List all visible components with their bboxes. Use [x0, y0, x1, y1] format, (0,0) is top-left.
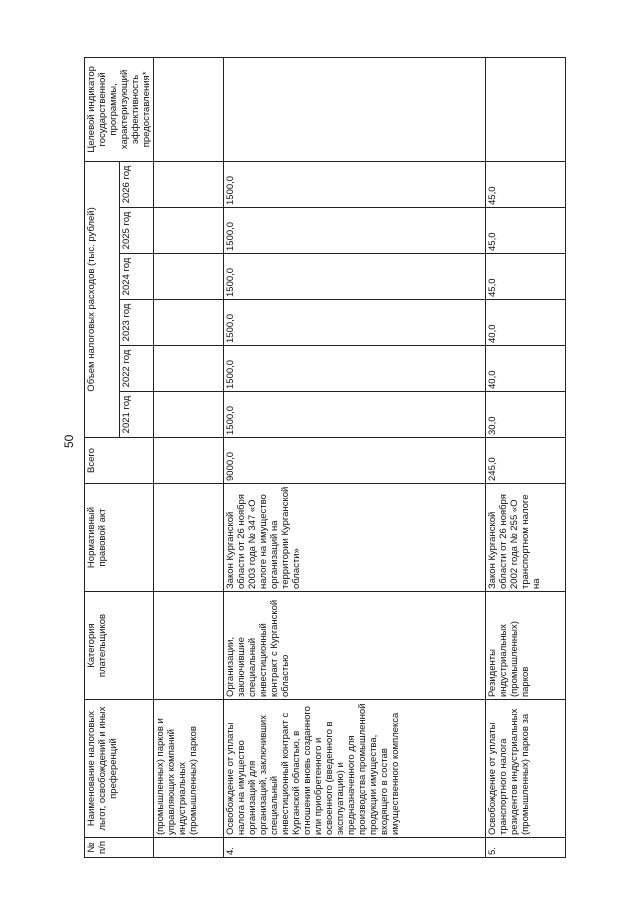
cell-2023 — [154, 300, 224, 346]
header-name: Наименование налоговых льгот, освобождений и иных преференций — [85, 700, 154, 838]
header-year-2024: 2024 год — [119, 254, 154, 300]
cell-category — [154, 592, 224, 700]
cell-no: 5. — [486, 838, 566, 858]
cell-2026 — [154, 161, 224, 207]
cell-name: Освобождение от уплаты налога на имущество организаций для организаций, заключивших специальный инвестиционный контракт с Курганской областью, в отношении вновь созданного или приобретенного и освоенного (введенного в эксплуатацию) и предназначенного для производства промышленной продукции имущества, входящего в состав имущественного комплекса — [224, 700, 486, 838]
cell-act: Закон Курганской области от 26 ноября 2002 года № 255 «О транспортном налоге на — [486, 484, 566, 592]
header-year-2022: 2022 год — [119, 346, 154, 392]
cell-2022: 40,0 — [486, 346, 566, 392]
cell-2024: 1500,0 — [224, 254, 486, 300]
cell-2025: 45,0 — [486, 208, 566, 254]
header-year-2023: 2023 год — [119, 300, 154, 346]
header-total: Всего — [85, 438, 154, 484]
header-no: № п/п — [85, 838, 154, 858]
header-volume-group: Объем налоговых расходов (тыс. рублей) — [85, 161, 120, 437]
cell-2023: 40,0 — [486, 300, 566, 346]
table-row — [224, 57, 486, 857]
cell-total — [154, 438, 224, 484]
cell-2021: 30,0 — [486, 392, 566, 438]
header-indicator: Целевой индикатор государственной программы, характеризующий эффективность предоставления* — [85, 57, 154, 161]
cell-2024 — [154, 254, 224, 300]
table-row — [486, 57, 566, 857]
cell-act: Закон Курганской области от 26 ноября 2003 года № 347 «О налоге на имущество организаций на территории Курганской области» — [224, 484, 486, 592]
cell-name: (промышленных) парков и управляющих компаний индустриальных (промышленных) парков — [154, 700, 224, 838]
cell-indicator — [486, 57, 566, 161]
cell-2025: 1500,0 — [224, 208, 486, 254]
header-category: Категория плательщиков — [85, 592, 154, 700]
cell-2022: 1500,0 — [224, 346, 486, 392]
cell-indicator — [154, 57, 224, 161]
cell-2024: 45,0 — [486, 254, 566, 300]
cell-total: 245,0 — [486, 438, 566, 484]
cell-2026: 1500,0 — [224, 161, 486, 207]
cell-2022 — [154, 346, 224, 392]
header-act: Нормативный правовой акт — [85, 484, 154, 592]
page-number: 50 — [62, 434, 76, 448]
header-year-2021: 2021 год — [119, 392, 154, 438]
header-row-1 — [85, 57, 120, 857]
cell-2026: 45,0 — [486, 161, 566, 207]
tax-expenditure-table — [84, 57, 566, 858]
rotated-table-wrapper — [84, 58, 580, 858]
cell-no — [154, 838, 224, 858]
cell-category: Организации, заключившие специальный инвестиционный контракт с Курганской областью — [224, 592, 486, 700]
cell-act — [154, 484, 224, 592]
cell-indicator — [224, 57, 486, 161]
cell-2025 — [154, 208, 224, 254]
cell-category: Резиденты индустриальных (промышленных) парков — [486, 592, 566, 700]
cell-total: 9000,0 — [224, 438, 486, 484]
cell-no: 4. — [224, 838, 486, 858]
header-year-2026: 2026 год — [119, 161, 154, 207]
header-year-2025: 2025 год — [119, 208, 154, 254]
cell-name: Освобождение от уплаты транспортного налога резидентов индустриальных (промышленных) парков за — [486, 700, 566, 838]
table-row — [154, 57, 224, 857]
cell-2021: 1500,0 — [224, 392, 486, 438]
cell-2021 — [154, 392, 224, 438]
cell-2023: 1500,0 — [224, 300, 486, 346]
